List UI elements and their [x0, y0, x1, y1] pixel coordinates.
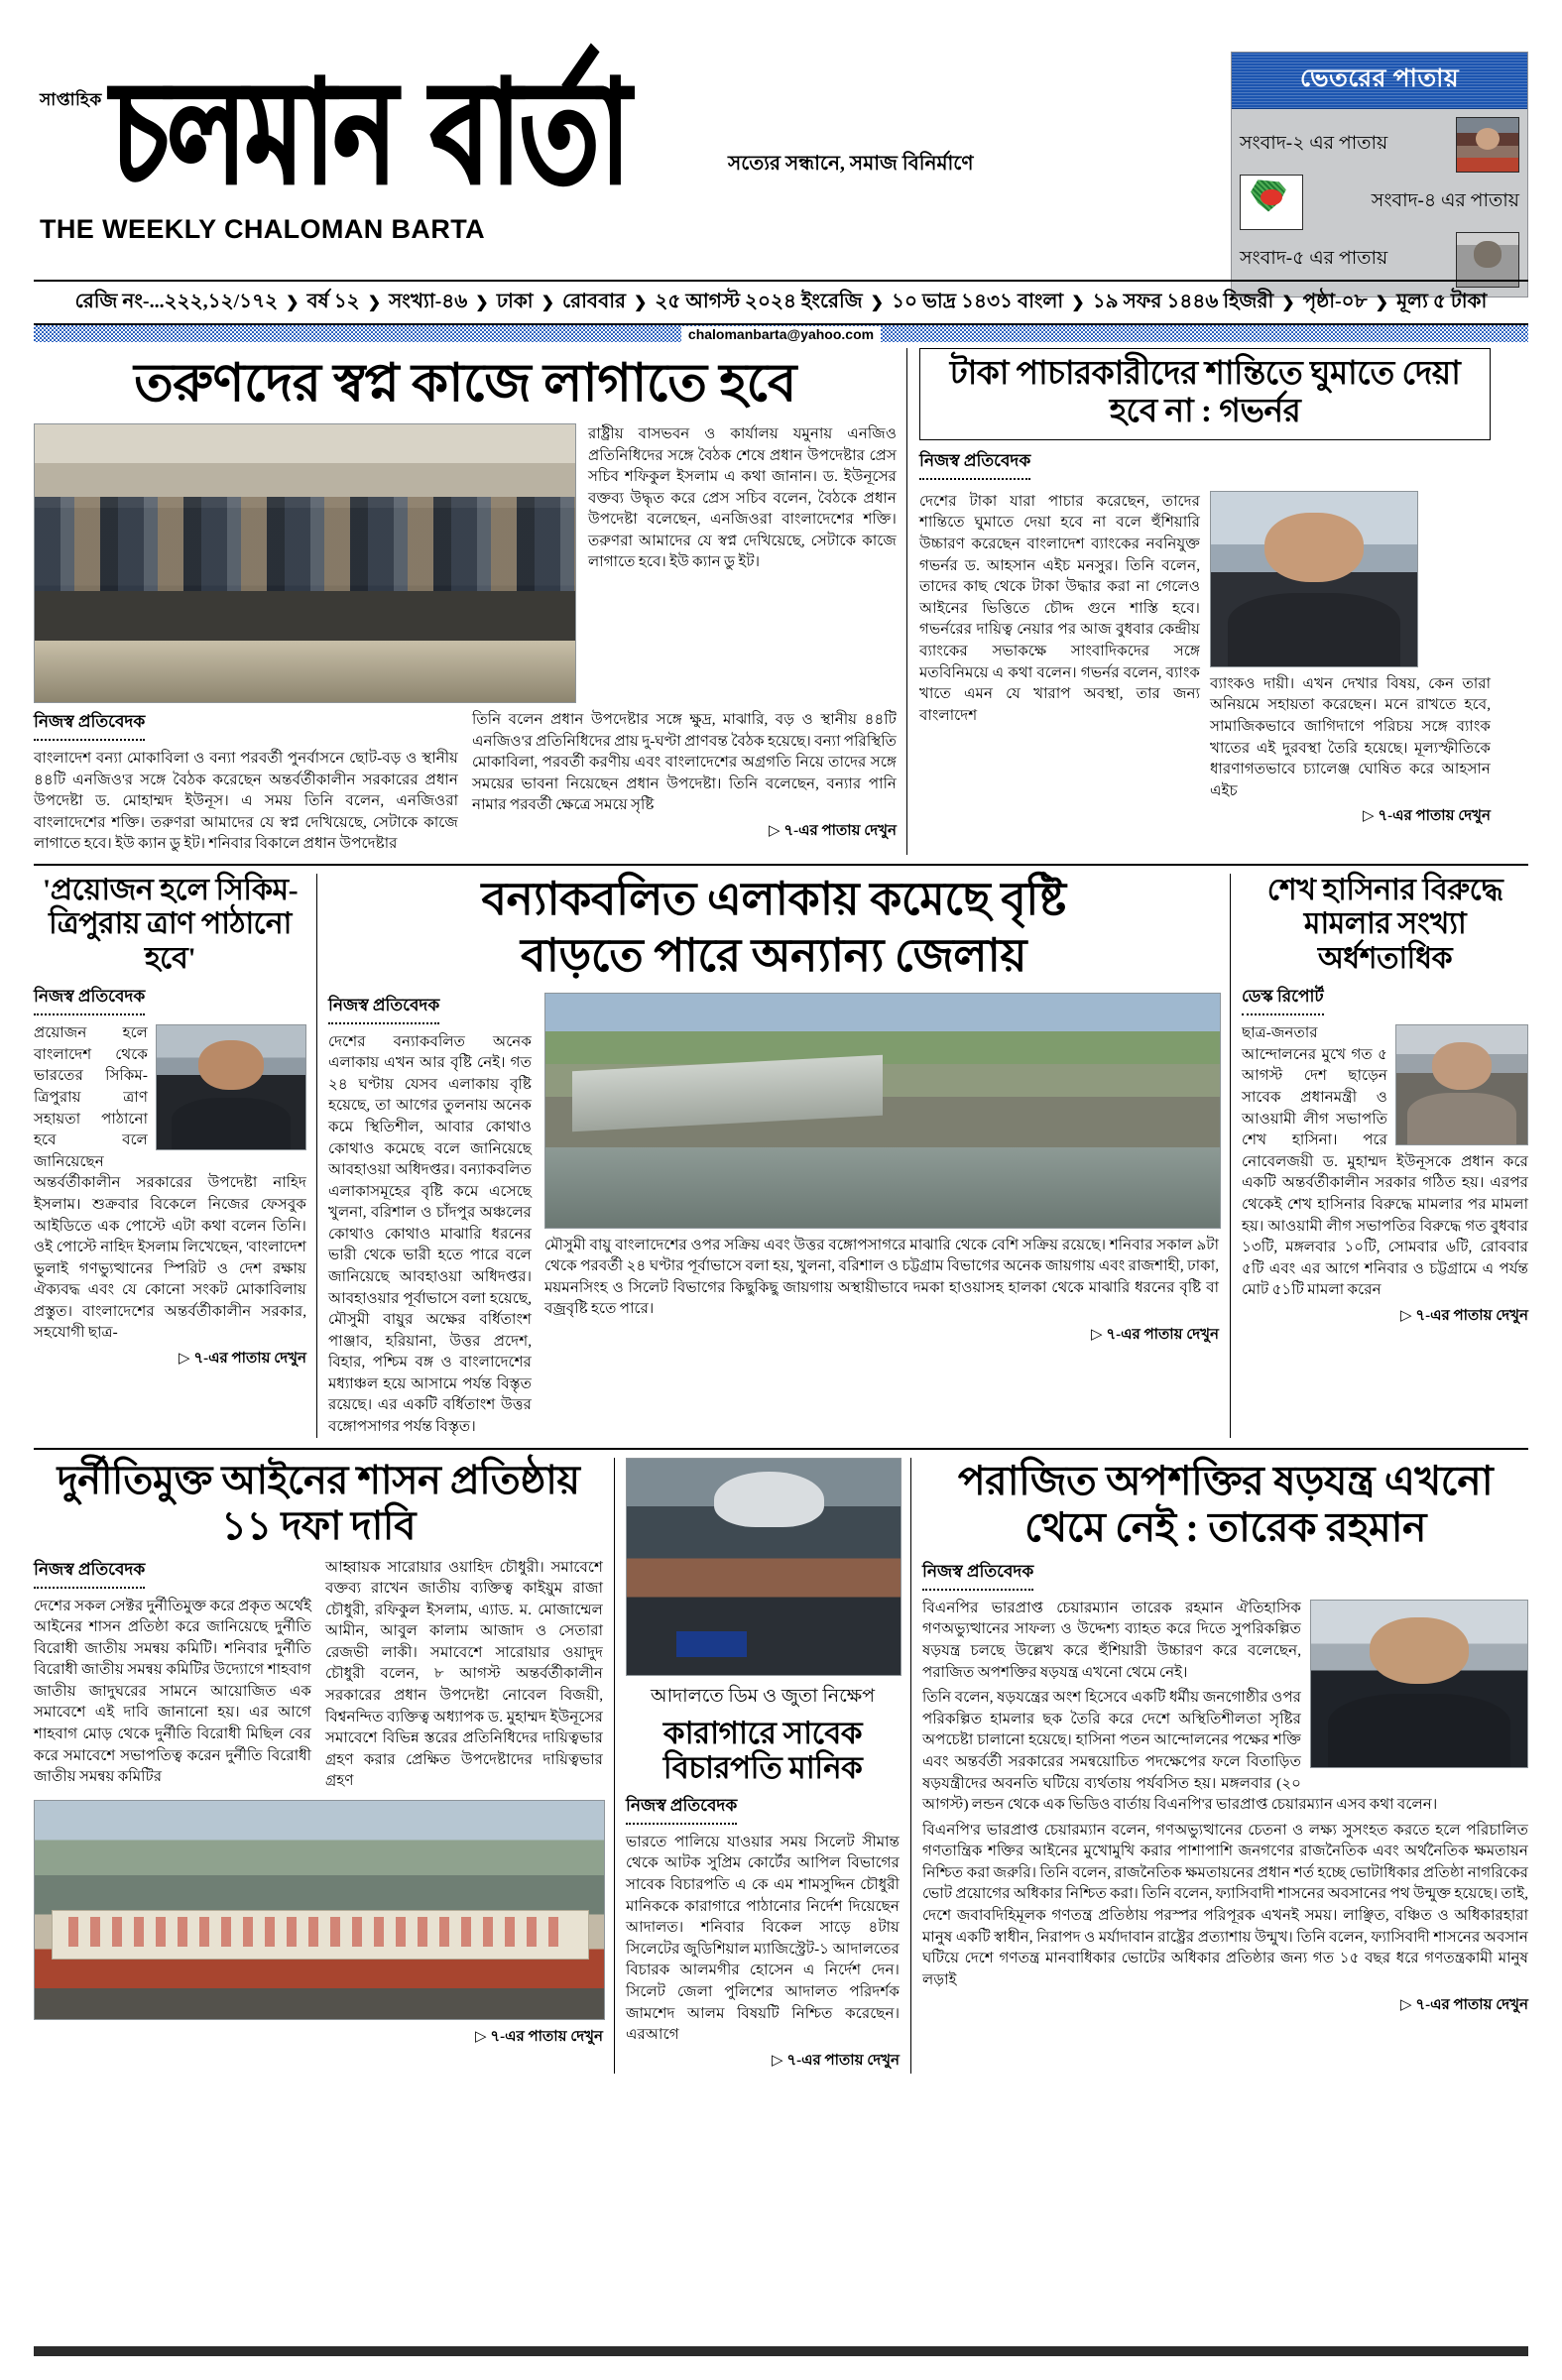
corruption-byline: নিজস্ব প্রতিবেদক — [34, 1557, 145, 1589]
masthead-tagline: সত্যের সন্ধানে, সমাজ বিনির্মাণে — [728, 153, 974, 175]
info-date-gregorian: ২৫ আগস্ট ২০২৪ ইংরেজি — [655, 291, 863, 312]
governor-headline[interactable]: টাকা পাচারকারীদের শান্তিতে ঘুমাতে দেয়া হবে না : গভর্নর — [919, 348, 1491, 440]
info-day: রোববার — [562, 291, 626, 312]
sikkim-story — [34, 874, 316, 1438]
hasina-cases-headline[interactable]: শেখ হাসিনার বিরুদ্ধে মামলার সংখ্যা অর্ধশতাধিক — [1266, 873, 1503, 975]
info-separator-icon: ❯ — [367, 294, 382, 311]
lead-column-2-top — [588, 423, 897, 703]
masthead — [34, 30, 1528, 278]
lead-bottom-columns — [34, 709, 897, 855]
info-separator-icon: ❯ — [1375, 294, 1389, 311]
nahid-islam-photo — [156, 1024, 306, 1150]
manik-kicker: আদালতে ডিম ও জুতা নিক্ষেপ — [650, 1685, 876, 1707]
lead-col-1 — [34, 709, 458, 855]
manik-body: ভারতে পালিয়ে যাওয়ার সময় সিলেট সীমান্ত থেকে আটক সুপ্রিম কোর্টের আপিল বিভাগের সাবেক বিচারপতি এ কে এম শামসুদ্দিন চৌধুরী মানিককে কারাগারে পাঠানোর নির্দেশ দিয়েছেন আদালত। শনিবার বিকেল সাড়ে ৪টায় সিলেটের জুডিশিয়াল ম্যাজিস্ট্রেট-১ আদালতের বিচারক আলমগীর হোসেন এ নির্দেশ দেন। সিলেট জেলা পুলিশের আদালত পরিদর্শক জামশেদ আলম বিষয়টি নিশ্চিত করেছেন। এরআগে — [626, 1833, 900, 2044]
tarek-intro: বিএনপির ভারপ্রাপ্ত চেয়ারম্যান তারেক রহমান ঐতিহাসিক গণঅভ্যুত্থানের সাফল্য ও উদ্দেশ্য ব্যাহত করে দিতে সুপরিকল্পিত ষড়যন্ত্র চলছে উল্লেখ করে হুঁশিয়ারী উচ্চারণ করে বলেছেন, পরাজিত অপশক্তির ষড়যন্ত্র এখনো থেমে নেই। — [922, 1599, 1301, 1681]
lead-body-col1: বাংলাদেশ বন্যা মোকাবিলা ও বন্যা পরবর্তী পুনর্বাসনে ছোট-বড় ও স্থানীয় ৪৪টি এনজিও'র সঙ্গে বৈঠক করেছেন অন্তর্বর্তীকালীন সরকারের প্রধান উপদেষ্টা ড. মোহাম্মদ ইউনূস। এ সময় তিনি বলেন, এনজিওরা বাংলাদেশের শক্তি। তরুণরা আমাদের যে স্বপ্ন দেখিয়েছে, সেটাকে কাজে লাগাতে হবে। ইউ ক্যান ডু ইট। শনিবার বিকালে প্রধান উপদেষ্টার — [34, 749, 458, 853]
hasina-cases-byline: ডেস্ক রিপোর্ট — [1242, 984, 1324, 1015]
info-issue: সংখ্যা-৪৬ — [389, 291, 468, 312]
lead-byline: নিজস্ব প্রতিবেদক — [34, 709, 145, 741]
lead-body-col3: তিনি বলেন প্রধান উপদেষ্টার সঙ্গে ক্ষুদ্র, মাঝারি, বড় ও স্থানীয় ৪৪টি এনজিও'র প্রতিনিধিদের প্রায় দু-ঘণ্টা প্রাণবন্ত বৈঠক হয়েছে। বন্যা পরিস্থিতি মোকাবিলা, পরবর্তী করণীয় এবং বাংলাদেশের অগ্রগতি নিয়ে তাদের সঙ্গে সময়ের ভাবনা নিয়েছেন প্রধান উপদেষ্টা। তিনি বলেছেন, বন্যার পানি নামার পরবর্তী ক্ষেত্রে সময়ে সৃষ্টি — [472, 710, 897, 814]
sikkim-headline[interactable]: 'প্রয়োজন হলে সিকিম-ত্রিপুরায় ত্রাণ পাঠানো হবে' — [42, 873, 299, 975]
corruption-body-col2: আহ্বায়ক সারোয়ার ওয়াহিদ চৌধুরী। সমাবেশে বক্তব্য রাখেন জাতীয় ব্যক্তিত্ব কাইয়ুম রাজা চৌধুরী, রফিকুল ইসলাম, এ্যাড. ম. মোজাম্মেল আমীন, আবুল কালাম আজাদ ও সেতারা রেজভী লাকী। সমাবেশে সারোয়ার ওয়াদুদ চৌধুরী বলেন, ৮ আগস্ট অন্তর্বর্তীকালীন সরকারের প্রধান উপদেষ্টা নোবেল বিজয়ী, বিশ্বনন্দিত ব্যক্তিত্ব অধ্যাপক ড. মুহাম্মদ ইউনূসের সমাবেশে বিভিন্ন স্তরের প্রতিনিধিদের দায়িত্বভার গ্রহণ করার প্রেক্ষিত উপদেষ্টাদের দায়িত্বভার গ্রহণ — [325, 1558, 603, 1790]
sikkim-body-wrap — [34, 1022, 306, 1344]
corruption-body-col1: দেশের সকল সেক্টর দুর্নীতিমুক্ত করে প্রকৃত অর্থেই আইনের শাসন প্রতিষ্ঠা করে জানিয়েছে দুর্নীতি বিরোধী জাতীয় সমন্বয় কমিটি। শনিবার দুর্নীতি বিরোধী জাতীয় সমন্বয় কমিটির উদ্যোগে শাহবাগ জাতীয় জাদুঘরের সামনে আয়োজিত এক সমাবেশে এই দাবি জানানো হয়। এর আগে শাহবাগ মোড় থেকে দুর্নীতি বিরোধী মিছিল বের করে সমাবেশে সভাপতিত্ব করেন দুর্নীতি বিরোধী জাতীয় সমন্বয় কমিটির — [34, 1597, 311, 1786]
governor-continue-link[interactable]: ▷ ৭-এর পাতায় দেখুন — [1363, 808, 1491, 825]
rain-byline: নিজস্ব প্রতিবেদক — [328, 993, 439, 1024]
sikkim-body: প্রয়োজন হলে বাংলাদেশ থেকে ভারতের সিকিম-ত্রিপুরায় ত্রাণ সহায়তা পাঠানো হবে বলে জানিয়েছেন অন্তর্বর্তীকালীন সরকারের উপদেষ্টা নাহিদ ইসলাম। শুক্রবার বিকেলে নিজের ফেসবুক আইডিতে এক পোস্টে এটা কথা বলেন তিনি। ওই পোস্টে নাহিদ ইসলাম লিখেছেন, 'বাংলাদেশ ভুলাই গণভ্যুত্থানের স্পিরিট ও দেশ রক্ষায় ঐক্যবদ্ধ এবং যে কোনো সংকট মোকাবিলায় প্রস্তুত। বাংলাদেশের অন্তর্বর্তীকালীন সরকার, সহযোগী ছাত্র- — [34, 1024, 306, 1342]
tarek-body-col2: বিএনপি'র ভারপ্রাপ্ত চেয়ারম্যান বলেন, গণঅভ্যুত্থানের চেতনা ও লক্ষ্য সুসংহত করতে হলে পরিচালিত গণতান্ত্রিক শক্তির আইনের মুখোমুখি করার পাশাপাশি জনগণের রাজনৈতিক এবং অর্থনৈতিক ক্ষমতায়ন নিশ্চিত করা জরুরি। তিনি বলেন, রাজনৈতিক ক্ষমতায়নের প্রধান শর্ত হচ্ছে ভোটাধিকার প্রতিষ্ঠা নাগরিকের ভোট প্রয়োগের অধিকার নিশ্চিত করা। তিনি বলেন, ফ্যাসিবাদী শাসনের অবসানের পথ উন্মুক্ত হয়েছে। তাই, দেশে জবাবদিহিমূলক গণতন্ত্র প্রতিষ্ঠায় পরস্পর পরিপূরক এখনই সময়। লাঞ্ছিত, বঞ্চিত ও অধিকারহারা মানুষ একটি স্বাধীন, নিরাপদ ও মর্যাদাবান রাষ্ট্রের প্রত্যাশায় উন্মুখ। তিনি বলেন, ফ্যাসিবাদী শাসনের অবসান ঘটিয়ে দেশে গণতন্ত্র মানবাধিকার ভোটের অধিকার প্রতিষ্ঠার জন্য গত ১৫ বছর ধরে গণতন্ত্রকামী মানুষ লড়াই — [922, 1821, 1528, 1988]
lead-col-3 — [472, 709, 897, 855]
info-page-count: পৃষ্ঠা-০৮ — [1302, 291, 1368, 312]
info-date-bangla: ১০ ভাদ্র ১৪৩১ বাংলা — [892, 291, 1064, 312]
governor-body-col2: ব্যাংকও দায়ী। এখন দেখার বিষয়, কেন তারা অনিয়মে সহায়তা করেছেন। মনে রাখতে হবে, সামাজিকভাবে জাগিদাগে পরিচয় সঙ্গে ব্যাংক খাতের এই দুরবস্থা তৈরি হয়েছে। মূল্যস্ফীতিকে ধারণাগতভাবে চ্যালেঞ্জ ঘোষিত করে আহসান এইচ — [1210, 674, 1491, 799]
rain-body-col1: দেশের বন্যাকবলিত অনেক এলাকায় এখন আর বৃষ্টি নেই। গত ২৪ ঘণ্টায় যেসব এলাকায় বৃষ্টি হয়েছে, তা আগের তুলনায় অনেক কমে স্থিতিশীল, আবার কোথাও কোথাও কমেছে বলে জানিয়েছে আবহাওয়া অধিদপ্তর। বন্যাকবলিত এলাকাসমূহের বৃষ্টি কমে এসেছে খুলনা, বরিশাল ও চাঁদপুর অঞ্চলের কোথাও কোথাও মাঝারি ধরনের ভারী থেকে ভারী হতে পারে বলে জানিয়েছে আবহাওয়া অধিদপ্তর। আবহাওয়ার পূর্বাভাসে বলা হয়েছে, মৌসুমী বায়ুর অক্ষের বর্ধিতাংশ পাঞ্জাব, হরিয়ানা, উত্তর প্রদেশ, বিহার, পশ্চিম বঙ্গ ও বাংলাদেশের মধ্যাঞ্চল হয়ে আসামে পর্যন্ত বিস্তৃত রয়েছে। এর একটি বর্ধিতাংশ উত্তর বঙ্গোপসাগর পর্যন্ত বিস্তৃত। — [328, 1032, 532, 1436]
inside-pages-box — [1231, 52, 1528, 298]
rain-continue-link[interactable]: ▷ ৭-এর পাতায় দেখুন — [1091, 1326, 1219, 1343]
section-lead — [34, 348, 1528, 855]
tarique-rahman-photo — [1310, 1600, 1528, 1768]
inside-pages-item-2-label: সংবাদ-৪ এর পাতায় — [1371, 190, 1519, 211]
manik-byline: নিজস্ব প্রতিবেদক — [626, 1793, 737, 1825]
masthead-left — [34, 30, 974, 244]
info-date-hijri: ১৯ সফর ১৪৪৬ হিজরী — [1092, 291, 1274, 312]
masthead-title-english: THE WEEKLY CHALOMAN BARTA — [40, 214, 486, 244]
rain-headline-line1[interactable]: বন্যাকবলিত এলাকায় কমেছে বৃষ্টি — [481, 873, 1066, 924]
governor-story — [906, 348, 1491, 855]
hasina-cases-body: ছাত্র-জনতার আন্দোলনের মুখে গত ৫ আগস্ট দেশ ছাড়েন সাবেক প্রধানমন্ত্রী ও আওয়ামী লীগ সভাপতি শেখ হাসিনা। পরে নোবেলজয়ী ড. মুহাম্মদ ইউনূসকে প্রধান করে একটি অন্তর্বর্তীকালীন সরকার গঠিত হয়। এরপর থেকেই শেখ হাসিনার বিরুদ্ধে মামলার পর মামলা হয়। আওয়ামী লীগ সভাপতির বিরুদ্ধে গত বুধবার ১৩টি, মঙ্গলবার ১০টি, সোমবার ৬টি, রোববার ৫টি এবং এর আগে শনিবার ও চট্টগ্রামে এ পর্যন্ত মোট ৫১টি মামলা করেন — [1242, 1024, 1528, 1299]
inside-pages-list — [1232, 109, 1527, 297]
corruption-continue-link[interactable]: ▷ ৭-এর পাতায় দেখুন — [475, 2028, 603, 2045]
email-address[interactable]: chalomanbarta@yahoo.com — [681, 326, 881, 342]
governor-body-col1: দেশের টাকা যারা পাচার করেছেন, তাদের শান্তিতে ঘুমাতে দেয়া হবে না বলে হুঁশিয়ারি উচ্চারণ করেছেন বাংলাদেশ ব্যাংকের নবনিযুক্ত গভর্নর ড. আহসান এইচ মনসুর। তিনি বলেন, তাদের কাছ থেকে টাকা উদ্ধার করা না গেলেও আইনের ভিত্তিতে চৌদ্দ গুনে শাস্তি হবে। গভর্নরের দায়িত্ব নেয়ার পর আজ বুধবার কেন্দ্রীয় ব্যাংকের সভাকক্ষে সাংবাদিকদের সঙ্গে মতবিনিময়ে এ কথা বলেন। গভর্নর বলেন, ব্যাংক খাতে এমন যে খারাপ অবস্থা, তার জন্য বাংলাদেশ — [919, 492, 1200, 724]
info-price: মূল্য ৫ টাকা — [1396, 291, 1488, 312]
tarek-continue-link[interactable]: ▷ ৭-এর পাতায় দেখুন — [1400, 1997, 1528, 2014]
lead-top-row — [34, 423, 897, 703]
info-reg-number: রেজি নং-...২২২,১২/১৭২ — [74, 291, 279, 312]
info-separator-icon: ❯ — [870, 294, 885, 311]
manik-story — [614, 1458, 911, 2074]
hasina-cases-body-wrap — [1242, 1022, 1528, 1301]
manik-headline[interactable]: কারাগারে সাবেক বিচারপতি মানিক — [662, 1715, 863, 1786]
tarek-body-col1: তিনি বলেন, ষড়যন্ত্রের অংশ হিসেবে একটি ধর্মীয় জনগোষ্ঠীর ওপর পরিকল্পিত হামলার ছক তৈরি করে দেশে অস্থিতিশীলতা সৃষ্টির অপচেষ্টা চালানো হয়েছে। হাসিনা পতন আন্দোলনের পক্ষের শক্তি এবং অন্তর্বর্তী সরকারের সমন্বয়োচিত পদক্ষেপের ফলে বিতাড়িত ষড়যন্ত্রীদের অবনতি ঘটিয়ে ব্যর্থতায় পর্যবসিত হয়। মঙ্গলবার (২০ আগস্ট) লন্ডন থেকে এক ভিডিও বার্তায় বিএনপি'র ভারপ্রাপ্ত চেয়ারম্যান এসব কথা বলেন। — [922, 1689, 1438, 1814]
info-separator-icon: ❯ — [1071, 294, 1085, 311]
tarek-intro-wrap — [922, 1598, 1528, 1683]
governor-portrait-photo — [1210, 491, 1418, 667]
info-separator-icon: ❯ — [541, 294, 555, 311]
masthead-weekly-label: সাপ্তাহিক — [40, 90, 102, 109]
manik-continue-link[interactable]: ▷ ৭-এর পাতায় দেখুন — [772, 2052, 900, 2069]
info-separator-icon: ❯ — [634, 294, 648, 311]
footer-bar — [34, 2346, 1528, 2356]
hasina-cases-continue-link[interactable]: ▷ ৭-এর পাতায় দেখুন — [1400, 1307, 1528, 1324]
rain-headline-line2[interactable]: বাড়তে পারে অন্যান্য জেলায় — [521, 929, 1026, 981]
governor-col-1 — [919, 491, 1200, 829]
lead-story — [34, 348, 906, 855]
man-portrait-thumb — [1456, 117, 1519, 173]
section-weather — [34, 864, 1528, 1438]
governor-col-2 — [1210, 491, 1491, 829]
tarek-byline: নিজস্ব প্রতিবেদক — [922, 1559, 1033, 1591]
rain-col-right — [544, 993, 1219, 1438]
rain-story — [316, 874, 1231, 1438]
info-year: বর্ষ ১২ — [306, 291, 360, 312]
email-bar — [34, 325, 1528, 342]
inside-pages-item-1-label: সংবাদ-২ এর পাতায় — [1240, 133, 1388, 154]
masthead-title-bangla: চলমান বার্তা — [111, 52, 629, 216]
lead-continue-link[interactable]: ▷ ৭-এর পাতায় দেখুন — [769, 822, 897, 839]
meeting-photo — [34, 423, 576, 703]
rally-photo — [34, 1800, 605, 2020]
governor-row — [919, 491, 1491, 829]
corruption-story — [34, 1458, 614, 2074]
sikkim-byline: নিজস্ব প্রতিবেদক — [34, 984, 145, 1015]
tarek-story — [911, 1458, 1528, 2074]
police-court-photo — [626, 1458, 901, 1676]
info-separator-icon: ❯ — [286, 294, 300, 311]
rain-body-col2: মৌসুমী বায়ু বাংলাদেশের ওপর সক্রিয় এবং উত্তর বঙ্গোপসাগরে মাঝারি থেকে বেশি সক্রিয় রয়েছে। শনিবার সকাল ৯টা থেকে পরবর্তী ২৪ ঘণ্টার পূর্বাভাসে বলা হয়, খুলনা, বরিশাল ও চট্টগ্রাম বিভাগের অনেক জায়গায় এবং রাজশাহী, ঢাকা, ময়মনসিংহ ও সিলেট বিভাগের কিছুকিছু জায়গায় অস্থায়ীভাবে দমকা হাওয়াসহ হালকা থেকে মাঝারি ধরনের বৃষ্টি বা বজ্রবৃষ্টি হতে পারে। — [544, 1236, 1219, 1318]
inside-pages-item-2[interactable] — [1240, 174, 1519, 231]
inside-pages-heading: ভেতরের পাতায় — [1232, 53, 1527, 109]
info-separator-icon: ❯ — [475, 294, 489, 311]
sheikh-hasina-photo — [1395, 1024, 1528, 1145]
lead-headline[interactable]: তরুণদের স্বপ্ন কাজে লাগাতে হবে — [134, 355, 796, 413]
inside-pages-item-3-label: সংবাদ-৫ এর পাতায় — [1240, 248, 1388, 269]
info-place: ঢাকা — [496, 291, 534, 312]
bangladesh-map-thumb — [1240, 175, 1303, 230]
corruption-col-2 — [325, 1557, 603, 1792]
info-separator-icon: ❯ — [1281, 294, 1295, 311]
corruption-col-1 — [34, 1557, 311, 1792]
rain-top-row — [328, 993, 1219, 1438]
section-bottom — [34, 1448, 1528, 2074]
corruption-columns — [34, 1557, 603, 1792]
inside-pages-item-1[interactable] — [1240, 116, 1519, 174]
publication-info-bar — [34, 280, 1528, 325]
hasina-cases-story — [1231, 874, 1528, 1438]
corruption-headline[interactable]: দুর্নীতিমুক্ত আইনের শাসন প্রতিষ্ঠায় ১১ দফা দাবি — [57, 1457, 580, 1548]
lead-body-col2: রাষ্ট্রীয় বাসভবন ও কার্যালয় যমুনায় এনজিও প্রতিনিধিদের সঙ্গে বৈঠক শেষে প্রধান উপদেষ্টার প্রেস সচিব শফিকুল ইসলাম এ কথা জানান। ড. ইউনূসের বক্তব্য উদ্ধৃত করে প্রেস সচিব বলেন, বৈঠকে প্রধান উপদেষ্টা বলেছেন, এনজিওরা বাংলাদেশের শক্তি। তরুণরা আমাদের যে স্বপ্ন দেখিয়েছে, সেটাকে কাজে লাগাতে হবে। ইউ ক্যান ডু ইট। — [588, 424, 897, 571]
sikkim-continue-link[interactable]: ▷ ৭-এর পাতায় দেখুন — [179, 1351, 306, 1367]
governor-byline: নিজস্ব প্রতিবেদক — [919, 448, 1030, 480]
tarek-headline[interactable]: পরাজিত অপশক্তির ষড়যন্ত্র এখনো থেমে নেই : তারেক রহমান — [957, 1457, 1494, 1550]
flood-scene-photo — [544, 993, 1221, 1229]
rain-col-left — [328, 993, 532, 1438]
